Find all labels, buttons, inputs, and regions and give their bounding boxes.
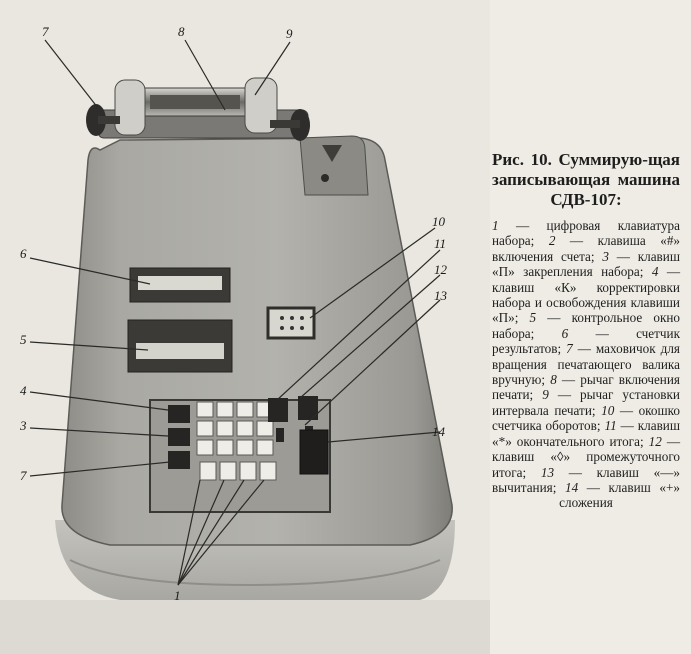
legend-item-3: 3 — клавиш «П» закрепления набора; (492, 248, 680, 280)
callout-14: 14 (432, 424, 445, 439)
caption-legend (492, 218, 680, 511)
callout-10: 10 (432, 214, 445, 229)
callout-4: 4 (20, 383, 27, 398)
callout-7-top: 7 (42, 24, 49, 39)
legend-item-10: 10 — окошко счетчика оборотов; (492, 402, 680, 434)
legend-item-4: 4 — клавиш «К» корректировки набора и освобождения клавиши «П»; (492, 264, 681, 326)
legend-item-1: 1 — цифровая клавиатура набора; (492, 218, 680, 249)
callout-12: 12 (434, 262, 447, 277)
callout-5: 5 (20, 332, 27, 347)
figure-caption (492, 150, 680, 511)
legend-item-8: 8 — рычаг включения печати; (492, 372, 680, 403)
legend-item-11: 11 — клавиш «*» окончательного итога; (492, 418, 681, 449)
legend-item-13: 13 — клавиш «—» вычитания; (492, 464, 681, 495)
callout-3: 3 (20, 418, 27, 433)
callout-8: 8 (178, 24, 185, 39)
legend-item-6: 6 — счетчик результатов; (492, 325, 681, 357)
legend-item-7: 7 — маховичок для вращения печатающего валика вручную; (492, 341, 680, 388)
legend-item-12: 12 — клавиш «◊» промежуточного итога; (492, 433, 680, 480)
numeric-keyboard (197, 402, 276, 480)
callout-13: 13 (434, 288, 447, 303)
callout-7-bottom: 7 (20, 468, 27, 483)
legend-item-14: 14 — клавиш «+» сложения (559, 479, 680, 511)
legend-item-9: 9 — рычаг установки интервала печати; (492, 387, 680, 418)
callout-9: 9 (286, 26, 293, 41)
revolution-counter-window (268, 308, 314, 338)
legend-item-2: 2 — клавиша «#» включения счета; (492, 233, 681, 264)
callout-6: 6 (20, 246, 27, 261)
callout-11: 11 (434, 236, 447, 251)
callout-1: 1 (174, 588, 181, 603)
caption-title: Рис. 10. Суммирую-щая записывающая машина СДВ-107: (492, 150, 680, 209)
legend-item-5: 5 — контрольное окно набора; (492, 310, 680, 341)
